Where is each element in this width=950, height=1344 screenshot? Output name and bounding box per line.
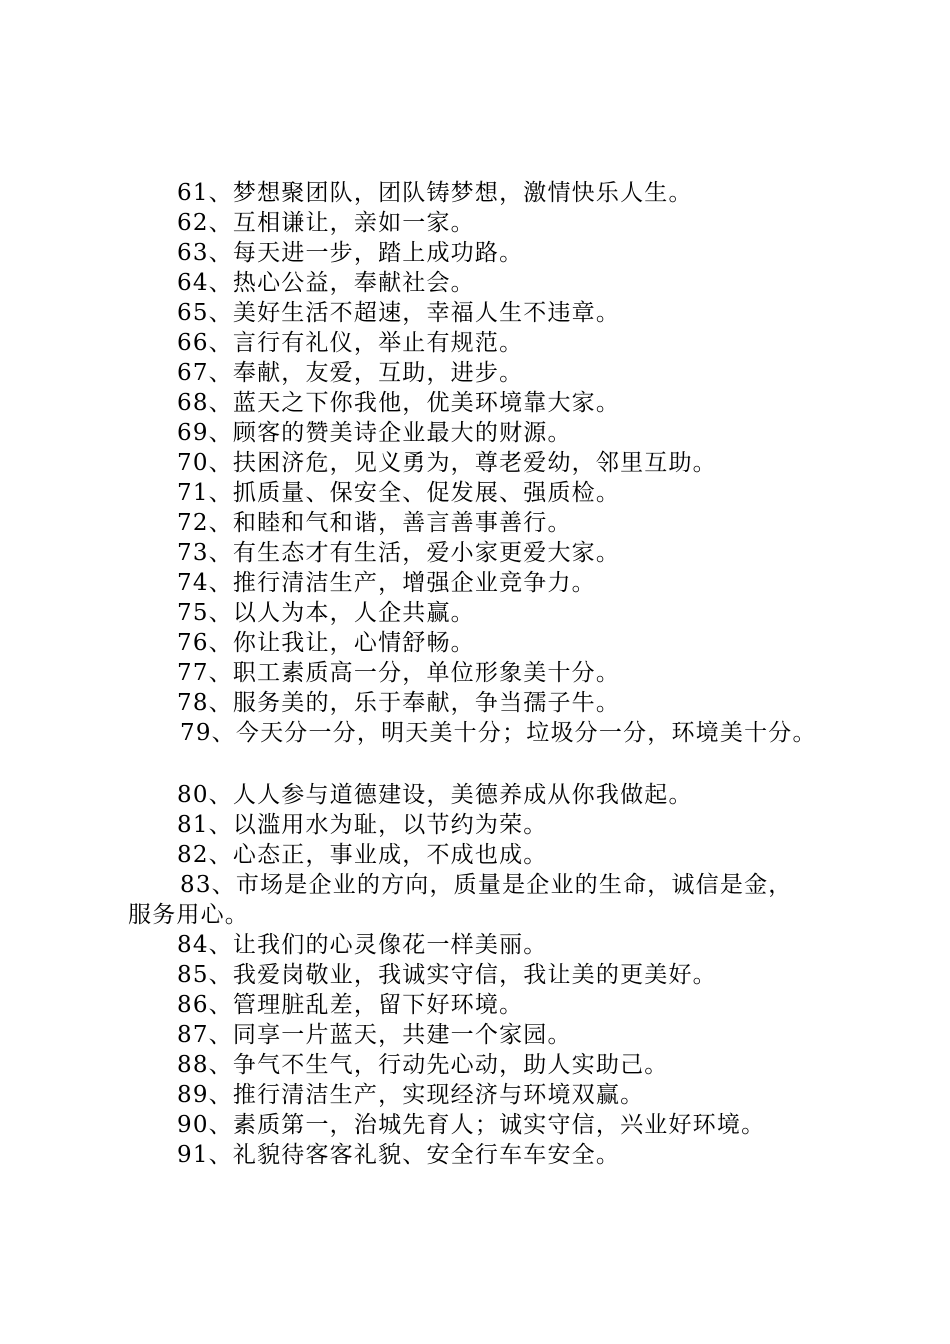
slogan-line-76: 76、你让我让，心情舒畅。 [177, 630, 475, 656]
slogan-line-80: 80、人人参与道德建设，美德养成从你我做起。 [177, 782, 693, 808]
slogan-line-69: 69、顾客的赞美诗企业最大的财源。 [177, 420, 572, 446]
slogan-line-71: 71、抓质量、保安全、促发展、强质检。 [177, 480, 621, 506]
slogan-line-83: 83、市场是企业的方向，质量是企业的生命，诚信是金， [180, 872, 793, 898]
slogan-line-70: 70、扶困济危，见义勇为，尊老爱幼，邻里互助。 [177, 450, 717, 476]
slogan-line-86: 86、管理脏乱差，留下好环境。 [177, 992, 524, 1018]
slogan-line-79: 79、今天分一分，明天美十分；垃圾分一分，环境美十分。 [180, 720, 817, 746]
slogan-line-64: 64、热心公益，奉献社会。 [177, 270, 475, 296]
slogan-line-89: 89、推行清洁生产，实现经济与环境双赢。 [177, 1082, 645, 1108]
slogan-line-72: 72、和睦和气和谐，善言善事善行。 [177, 510, 572, 536]
slogan-line-85: 85、我爱岗敬业，我诚实守信，我让美的更美好。 [177, 962, 717, 988]
slogan-line-87: 87、同享一片蓝天，共建一个家园。 [177, 1022, 572, 1048]
slogan-line-63: 63、每天进一步，踏上成功路。 [177, 240, 524, 266]
slogan-line-82: 82、心态正，事业成，不成也成。 [177, 842, 548, 868]
slogan-line-84: 84、让我们的心灵像花一样美丽。 [177, 932, 548, 958]
slogan-line-88: 88、争气不生气，行动先心动，助人实助己。 [177, 1052, 669, 1078]
slogan-line-73: 73、有生态才有生活，爱小家更爱大家。 [177, 540, 621, 566]
slogan-line-68: 68、蓝天之下你我他，优美环境靠大家。 [177, 390, 621, 416]
slogan-line-83-continued: 服务用心。 [128, 902, 249, 928]
slogan-line-61: 61、梦想聚团队，团队铸梦想，激情快乐人生。 [177, 180, 693, 206]
slogan-line-90: 90、素质第一，治城先育人；诚实守信，兴业好环境。 [177, 1112, 766, 1138]
slogan-line-81: 81、以滥用水为耻，以节约为荣。 [177, 812, 548, 838]
slogan-line-74: 74、推行清洁生产，增强企业竞争力。 [177, 570, 596, 596]
slogan-line-77: 77、职工素质高一分，单位形象美十分。 [177, 660, 621, 686]
slogan-line-91: 91、礼貌待客客礼貌、安全行车车安全。 [177, 1142, 621, 1168]
slogan-line-67: 67、奉献，友爱，互助，进步。 [177, 360, 524, 386]
slogan-line-66: 66、言行有礼仪，举止有规范。 [177, 330, 524, 356]
slogan-line-62: 62、互相谦让，亲如一家。 [177, 210, 475, 236]
slogan-line-65: 65、美好生活不超速，幸福人生不违章。 [177, 300, 621, 326]
slogan-line-78: 78、服务美的，乐于奉献，争当孺子牛。 [177, 690, 621, 716]
slogan-line-75: 75、以人为本，人企共赢。 [177, 600, 475, 626]
